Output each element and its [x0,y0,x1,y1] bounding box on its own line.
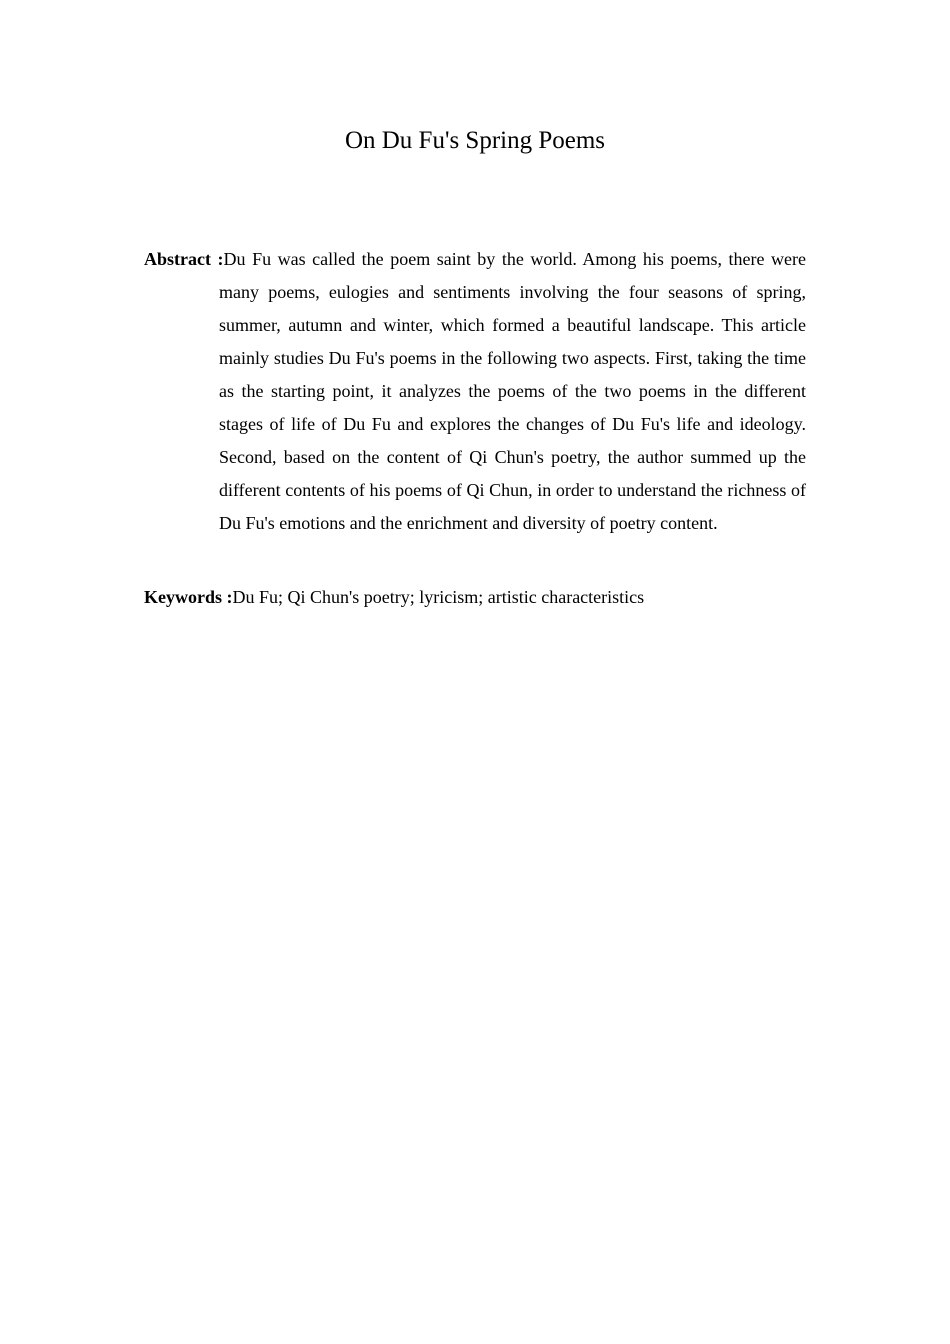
abstract-paragraph [144,243,806,540]
keywords-paragraph [144,581,806,614]
abstract-label: Abstract : [144,249,224,269]
document-title: On Du Fu's Spring Poems [344,127,606,154]
keywords-label: Keywords : [144,587,233,607]
abstract-text: Du Fu was called the poem saint by the world. Among his poems, there were many poems, eulogies and sentiments involving the four seasons of spring, summer, autumn and winter, which formed a beautiful landscape. This article mainly studies Du Fu's poems in the following two aspects. First, taking the time as the starting point, it analyzes the poems of the two poems in the different stages of life of Du Fu and explores the changes of Du Fu's life and ideology. Second, based on the content of Qi Chun's poetry, the author summed up the different contents of his poems of Qi Chun, in order to understand the richness of Du Fu's emotions and the enrichment and diversity of poetry content. [219,249,807,533]
keywords-text: Du Fu; Qi Chun's poetry; lyricism; artistic characteristics [232,587,645,607]
